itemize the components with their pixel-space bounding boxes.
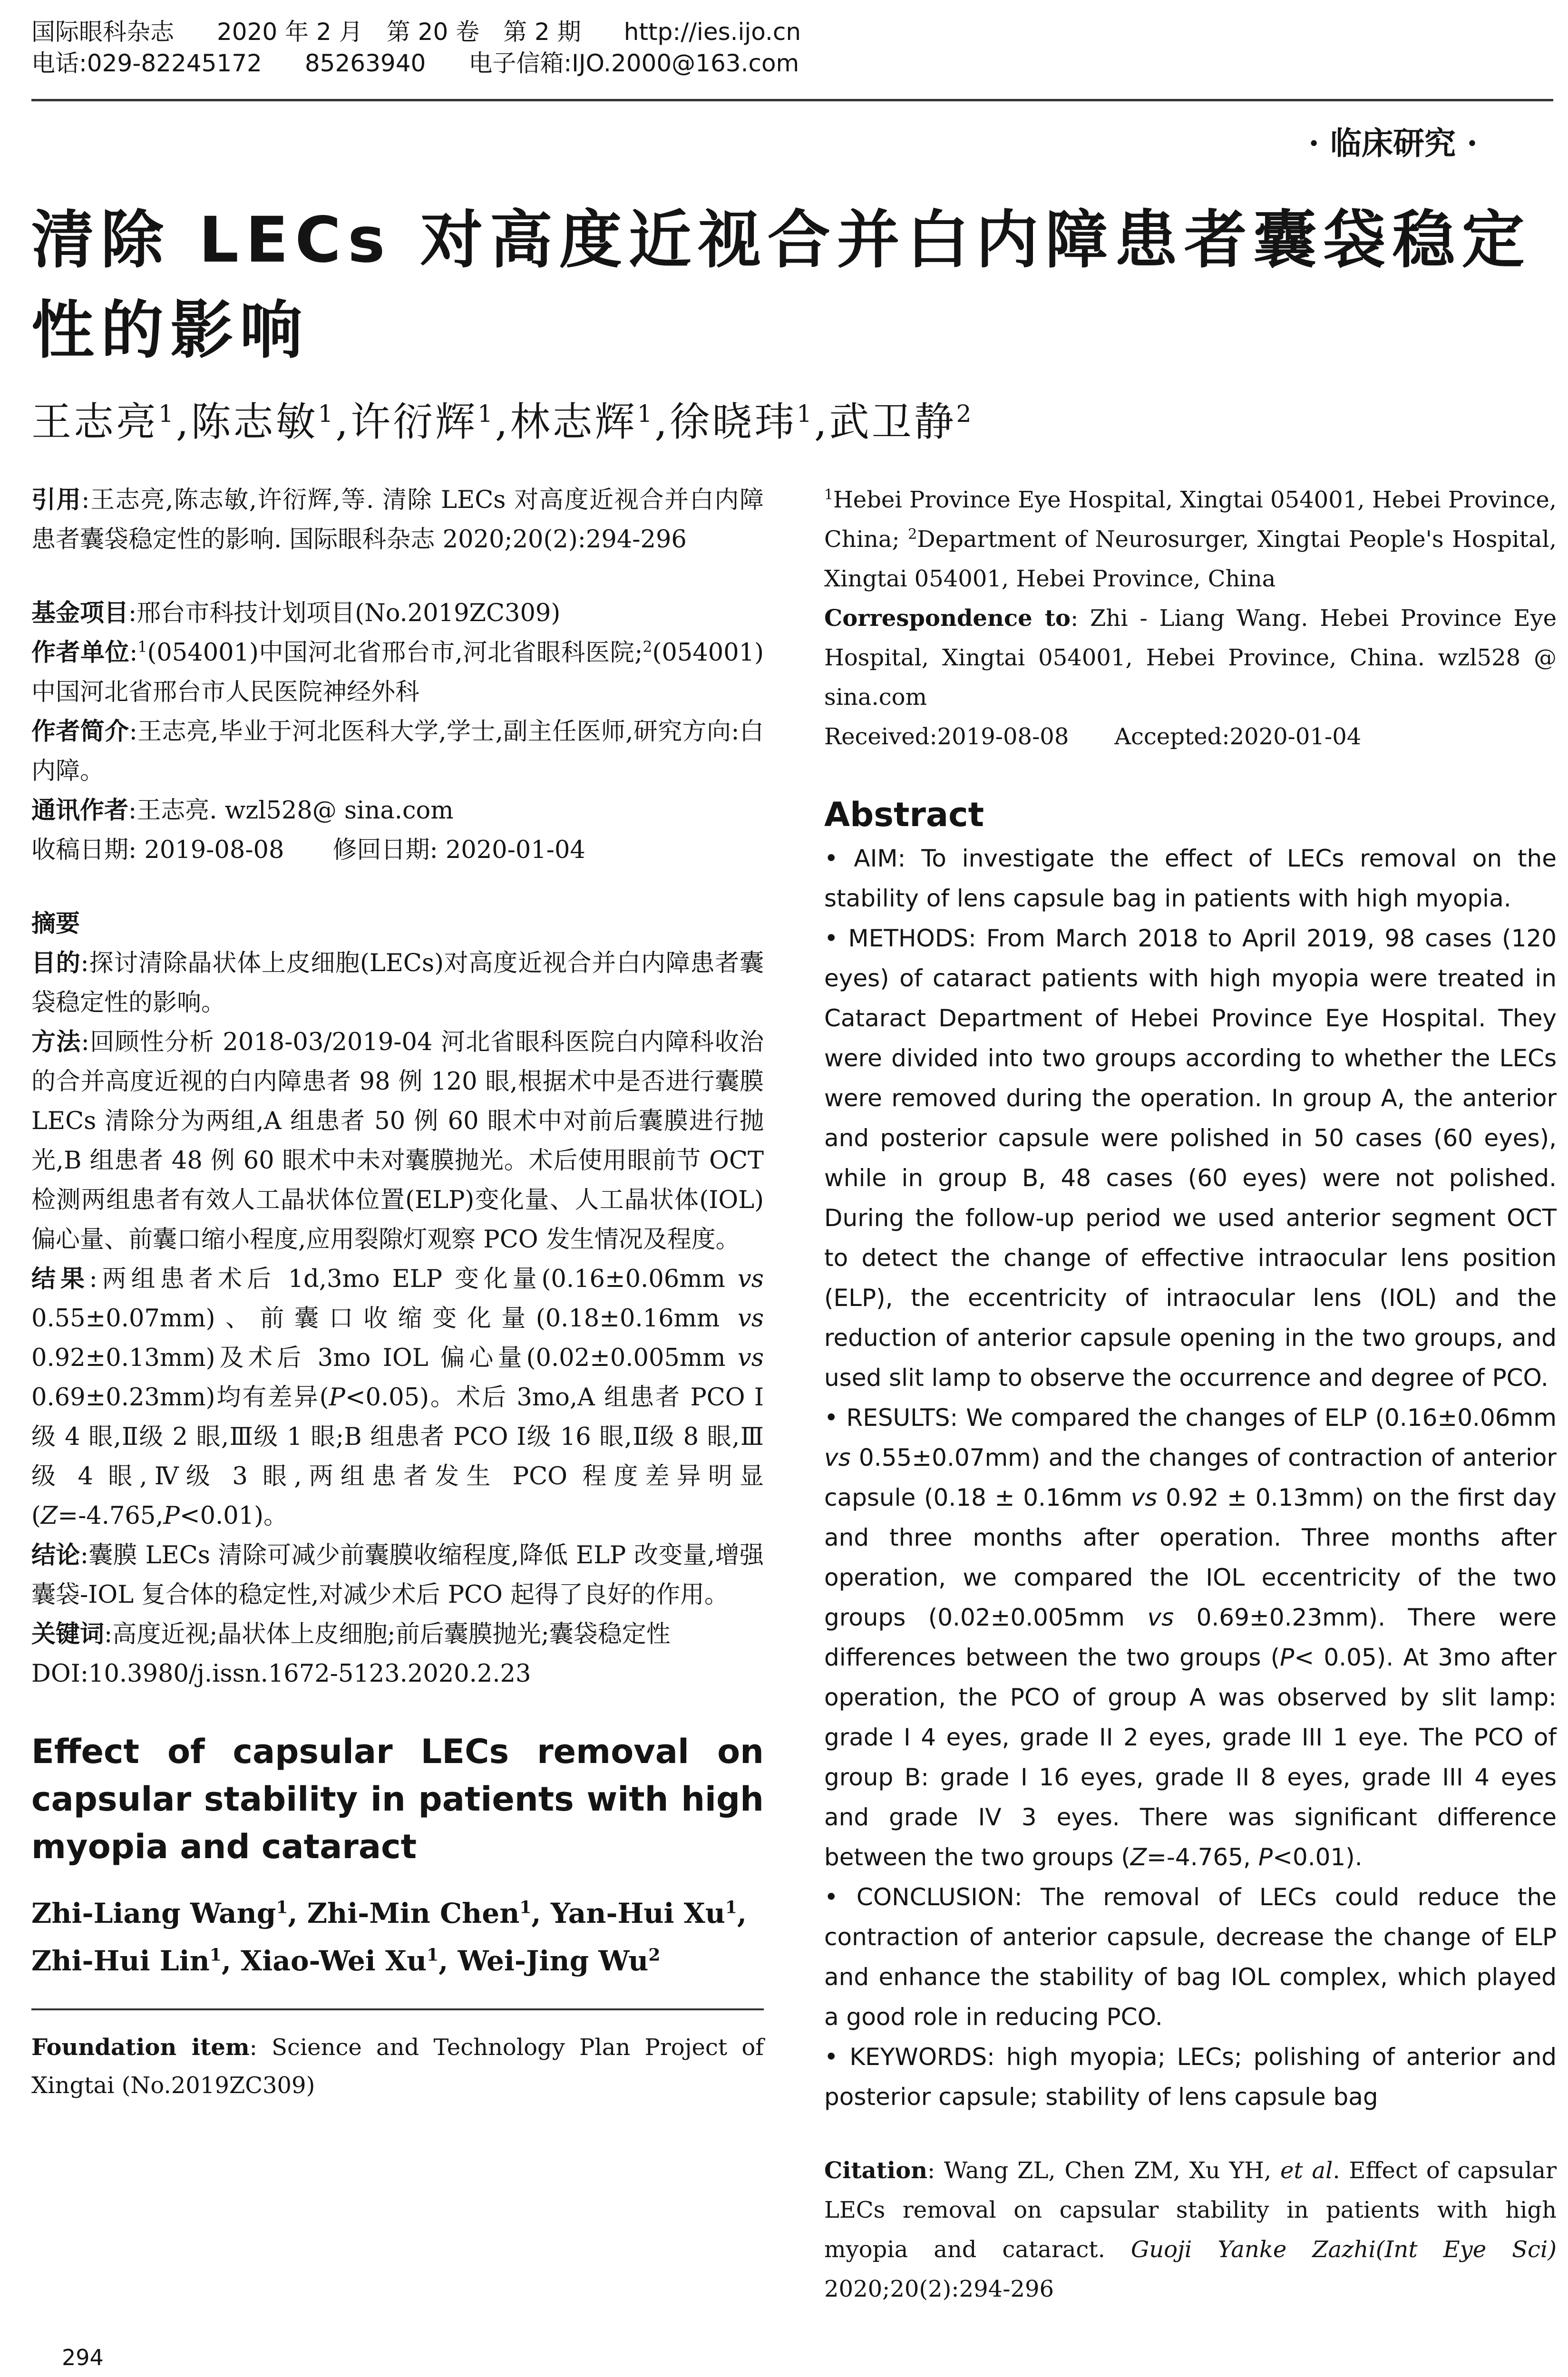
running-header xyxy=(31,16,1553,79)
foundation-text: : Science and Technology Plan Project of Xingtai (No.2019ZC309) xyxy=(31,2034,764,2099)
foundation-item xyxy=(31,2028,764,2104)
p-italic: P xyxy=(329,1383,345,1412)
vs-italic: vs xyxy=(738,1265,764,1293)
author-name: 陈志敏 xyxy=(191,399,318,445)
section-label: · 临床研究 · xyxy=(1308,125,1478,162)
result-text: 0.69±0.23mm)均有差异( xyxy=(31,1383,329,1412)
footnote-divider xyxy=(31,2008,764,2010)
affiliation-mark: 1 xyxy=(519,1897,532,1918)
citation-text: :王志亮,陈志敏,许衍辉,等. 清除 LECs 对高度近视合并白内障患者囊袋稳定性的影响. 国际眼科杂志 2020;20(2):294-296 xyxy=(31,486,764,554)
abstract-results xyxy=(824,1398,1557,1877)
author-list-cn: 王志亮$^1$,陈志敏$^1$,许衍辉$^1$,林志辉$^1$,徐晓玮$^1$,武卫静$^2$ xyxy=(31,399,974,445)
affiliation-mark: 2 xyxy=(956,400,974,428)
author-name: 武卫静 xyxy=(829,399,956,445)
affiliation-mark: 1 xyxy=(137,639,147,656)
result-text: :两组患者术后 1d,3mo ELP 变化量(0.16±0.06mm xyxy=(89,1265,738,1293)
aim-text: :探讨清除晶状体上皮细胞(LECs)对高度近视合并白内障患者囊袋稳定性的影响。 xyxy=(31,949,764,1017)
citation-label: 引用 xyxy=(31,486,82,514)
citation-text: 2020;20(2):294-296 xyxy=(824,2276,1054,2302)
aim-label: 目的 xyxy=(31,949,81,977)
results-text: • RESULTS: We compared the changes of ELP (0.16±0.06mm xyxy=(824,1404,1557,1432)
results-text: 0.69±0.23mm). There were differences between the two groups ( xyxy=(824,1604,1557,1671)
journal-url[interactable]: http://ies.ijo.cn xyxy=(623,18,801,46)
keywords-label: 关键词 xyxy=(31,1620,105,1648)
citation-cn xyxy=(31,480,764,559)
p-italic: P xyxy=(1280,1644,1295,1671)
author-name: 王志亮 xyxy=(31,399,159,445)
affiliation-mark: 2 xyxy=(643,639,653,656)
affiliation-2: Department of Neurosurger, Xingtai People's Hospital, Xingtai 054001, Hebei Province, China xyxy=(824,526,1557,592)
vs-italic: vs xyxy=(738,1305,764,1333)
affiliation-mark: 2 xyxy=(648,1945,661,1965)
unit-1: (054001)中国河北省邢台市,河北省眼科医院; xyxy=(147,639,643,667)
results-text: < 0.05). At 3mo after operation, the PCO of group A was observed by slit lamp: grade I 4 eyes, grade II 2 eyes, grade III 1 eye. The PCO of group B: grade I 16 eyes, grade II 8 eyes, grade III 4 eyes and grade IV 3 eyes. There was significant difference between the two groups ( xyxy=(824,1644,1557,1871)
affiliations-en xyxy=(824,480,1557,599)
fund-text: :邢台市科技计划项目(No.2019ZC309) xyxy=(128,599,561,627)
author-name: 林志辉 xyxy=(510,399,637,445)
bio-label: 作者简介 xyxy=(31,718,129,746)
conclusion-text: :囊膜 LECs 清除可减少前囊膜收缩程度,降低 ELP 改变量,增强囊袋-IOL 复合体的稳定性,对减少术后 PCO 起得了良好的作用。 xyxy=(31,1541,764,1609)
author-name: Zhi-Liang Wang xyxy=(31,1897,276,1929)
z-italic: Z xyxy=(1130,1843,1147,1871)
doi[interactable]: DOI:10.3980/j.issn.1672-5123.2020.2.23 xyxy=(31,1660,531,1688)
result-text: <0.01)。 xyxy=(179,1502,288,1530)
p-italic: P xyxy=(1258,1843,1273,1871)
result-cn xyxy=(31,1259,764,1536)
result-text: =-4.765, xyxy=(58,1502,164,1530)
affiliation-mark: 1 xyxy=(158,400,176,428)
abstract-conclusion: • CONCLUSION: The removal of LECs could reduce the contraction of anterior capsule, decrease the change of ELP and enhance the stability of bag IOL complex, which played a good role in reducing PCO. xyxy=(824,1883,1557,2031)
author-name: 许衍辉 xyxy=(351,399,478,445)
author-bio xyxy=(31,712,764,791)
page-number: 294 xyxy=(62,2345,104,2370)
z-italic: Z xyxy=(40,1502,58,1530)
abstract-heading-cn: 摘要 xyxy=(31,910,80,938)
author-list-en: Zhi-Liang Wang$^1$, Zhi-Min Chen$^1$, Yan-Hui Xu$^1$, Zhi-Hui Lin$^1$, Xiao-Wei Xu$^1$, Wei-Jing Wu$^2$ xyxy=(31,1897,747,1977)
affiliation-1: Hebei Province Eye Hospital, Xingtai 054001, Hebei Province, China; xyxy=(824,487,1557,553)
aim-cn xyxy=(31,944,764,1023)
affiliation-mark: 1 xyxy=(209,1945,222,1965)
unit-2: (054001)中国河北省邢台市人民医院神经外科 xyxy=(31,639,764,706)
conclusion-label: 结论 xyxy=(31,1541,80,1569)
corr-text: :王志亮. wzl528@ sina.com xyxy=(128,797,454,825)
abstract-aim: • AIM: To investigate the effect of LECs removal on the stability of lens capsule bag in patients with high myopia. xyxy=(824,845,1557,912)
vs-italic: vs xyxy=(738,1344,764,1372)
abstract-heading-en: Abstract xyxy=(824,795,984,834)
foundation-label: Foundation item xyxy=(31,2034,250,2061)
left-column xyxy=(31,480,764,2104)
correspondence-en xyxy=(824,599,1557,717)
p-italic: P xyxy=(163,1502,180,1530)
phone-2: 85263940 xyxy=(304,49,426,77)
journal-italic: Guoji Yanke Zazhi(Int Eye Sci) xyxy=(1130,2236,1557,2263)
author-units: 作者单位:$^1$(054001)中国河北省邢台市,河北省眼科医院;$^2$(054001)中国河北省邢台市人民医院神经外科 xyxy=(31,639,764,706)
affiliation-mark: 1 xyxy=(725,1897,737,1918)
author-name: Yan-Hui Xu xyxy=(550,1897,725,1929)
conclusion-cn xyxy=(31,1536,764,1615)
method-text: :回顾性分析 2018-03/2019-04 河北省眼科医院白内障科收治的合并高度近视的白内障患者 98 例 120 眼,根据术中是否进行囊膜 LECs 清除分为两组,A 组患者 50 例 60 眼术中对前后囊膜进行抛光,B 组患者 48 例 60 眼术中未对囊膜抛光。术后使用眼前节 OCT 检测两组患者有效人工晶状体位置(ELP)变化量、人工晶状体(IOL)偏心量、前囊口缩小程度,应用裂隙灯观察 PCO 发生情况及程度。 xyxy=(31,1028,764,1254)
result-text: 0.92±0.13mm)及术后 3mo IOL 偏心量(0.02±0.005mm xyxy=(31,1344,738,1372)
english-title: Effect of capsular LECs removal on capsular stability in patients with high myopia and cataract xyxy=(31,1732,764,1866)
vs-italic: vs xyxy=(824,1444,851,1471)
header-line-2 xyxy=(31,48,1553,79)
abstract-keywords: • KEYWORDS: high myopia; LECs; polishing of anterior and posterior capsule; stability of lens capsule bag xyxy=(824,2043,1557,2111)
result-text: <0.05)。术后 3mo,A 组患者 PCO Ⅰ级 4 眼,Ⅱ级 2 眼,Ⅲ级 1 眼;B 组患者 PCO Ⅰ级 16 眼,Ⅱ级 8 眼,Ⅲ级 4 眼,Ⅳ级 3 眼,两组患者发生 PCO 程度差异明显( xyxy=(31,1383,764,1530)
affiliation-mark: 2 xyxy=(908,526,917,543)
right-column xyxy=(824,480,1557,2309)
header-line-1 xyxy=(31,16,1553,48)
correspondence-text: : Zhi - Liang Wang. Hebei Province Eye Hospital, Xingtai 054001, Hebei Province, China. wzl528 @ sina.com xyxy=(824,605,1557,711)
citation-text: . Effect of capsular LECs removal on capsular stability in patients with high myopia and cataract. xyxy=(824,2157,1557,2263)
citation-en xyxy=(824,2151,1557,2309)
author-name: Xiao-Wei Xu xyxy=(241,1945,427,1977)
et-al-italic: et al xyxy=(1280,2157,1333,2184)
journal-name: 国际眼科杂志 xyxy=(31,18,174,46)
result-label: 结果 xyxy=(31,1265,89,1293)
author-name: Zhi-Min Chen xyxy=(307,1897,520,1929)
corr-label: 通讯作者 xyxy=(31,797,129,825)
abstract-methods: • METHODS: From March 2018 to April 2019, 98 cases (120 eyes) of cataract patients with high myopia were treated in Cataract Department of Hebei Province Eye Hospital. They were divided into two groups according to whether the LECs were removed during the operation. In group A, the anterior and posterior capsule were polished in 50 cases (60 eyes), while in group B, 48 cases (60 eyes) were not polished. During the follow-up period we used anterior segment OCT to detect the change of effective intraocular lens position (ELP), the eccentricity of intraocular lens (IOL) and the reduction of anterior capsule opening in the two groups, and used slit lamp to observe the occurrence and degree of PCO. xyxy=(824,925,1557,1392)
article-title: 清除 LECs 对高度近视合并白内障患者囊袋稳定性的影响 xyxy=(31,204,1531,367)
dates-cn: 收稿日期: 2019-08-08 修回日期: 2020-01-04 xyxy=(31,836,585,864)
correspondence-label: Correspondence to xyxy=(824,605,1071,632)
affiliation-mark: 1 xyxy=(427,1945,439,1965)
citation-text: : Wang ZL, Chen ZM, Xu YH, xyxy=(927,2157,1280,2184)
results-text: 0.92 ± 0.13mm) on the first day and three months after operation. Three months after operation, we compared the IOL eccentricity of the two groups (0.02±0.005mm xyxy=(824,1484,1557,1631)
email[interactable]: 电子信箱:IJO.2000@163.com xyxy=(468,49,799,77)
corresponding-author xyxy=(31,791,764,830)
author-name: Wei-Jing Wu xyxy=(458,1945,649,1977)
fund-info xyxy=(31,594,764,633)
vs-italic: vs xyxy=(1147,1604,1174,1631)
affiliation-mark: 1 xyxy=(318,400,336,428)
keywords-text: :高度近视;晶状体上皮细胞;前后囊膜抛光;囊袋稳定性 xyxy=(104,1620,671,1648)
affiliation-mark: 1 xyxy=(797,400,814,428)
issue-info: 2020 年 2 月 第 20 卷 第 2 期 xyxy=(217,18,581,46)
method-label: 方法 xyxy=(31,1028,81,1056)
affiliation-mark: 1 xyxy=(824,487,833,503)
affiliation-mark: 1 xyxy=(637,400,655,428)
keywords-cn xyxy=(31,1615,764,1654)
header-rule xyxy=(31,99,1553,101)
received-dates: Received:2019-08-08 Accepted:2020-01-04 xyxy=(824,723,1362,750)
unit-label: 作者单位 xyxy=(31,639,130,667)
affiliation-mark: 1 xyxy=(276,1897,288,1918)
affiliation-mark: 1 xyxy=(477,400,495,428)
vs-italic: vs xyxy=(1130,1484,1158,1511)
result-text: 0.55±0.07mm)、前囊口收缩变化量(0.18±0.16mm xyxy=(31,1305,738,1333)
author-name: 徐晓玮 xyxy=(670,399,797,445)
bio-text: :王志亮,毕业于河北医科大学,学士,副主任医师,研究方向:白内障。 xyxy=(31,718,764,785)
fund-label: 基金项目 xyxy=(31,599,129,627)
citation-label-en: Citation xyxy=(824,2157,928,2184)
results-text: =-4.765, xyxy=(1146,1843,1258,1871)
method-cn xyxy=(31,1023,764,1259)
results-text: 0.55±0.07mm) and the changes of contraction of anterior capsule (0.18 ± 0.16mm xyxy=(824,1444,1557,1511)
results-text: <0.01). xyxy=(1273,1843,1363,1871)
phone: 电话:029-82245172 xyxy=(31,49,262,77)
author-name: Zhi-Hui Lin xyxy=(31,1945,210,1977)
